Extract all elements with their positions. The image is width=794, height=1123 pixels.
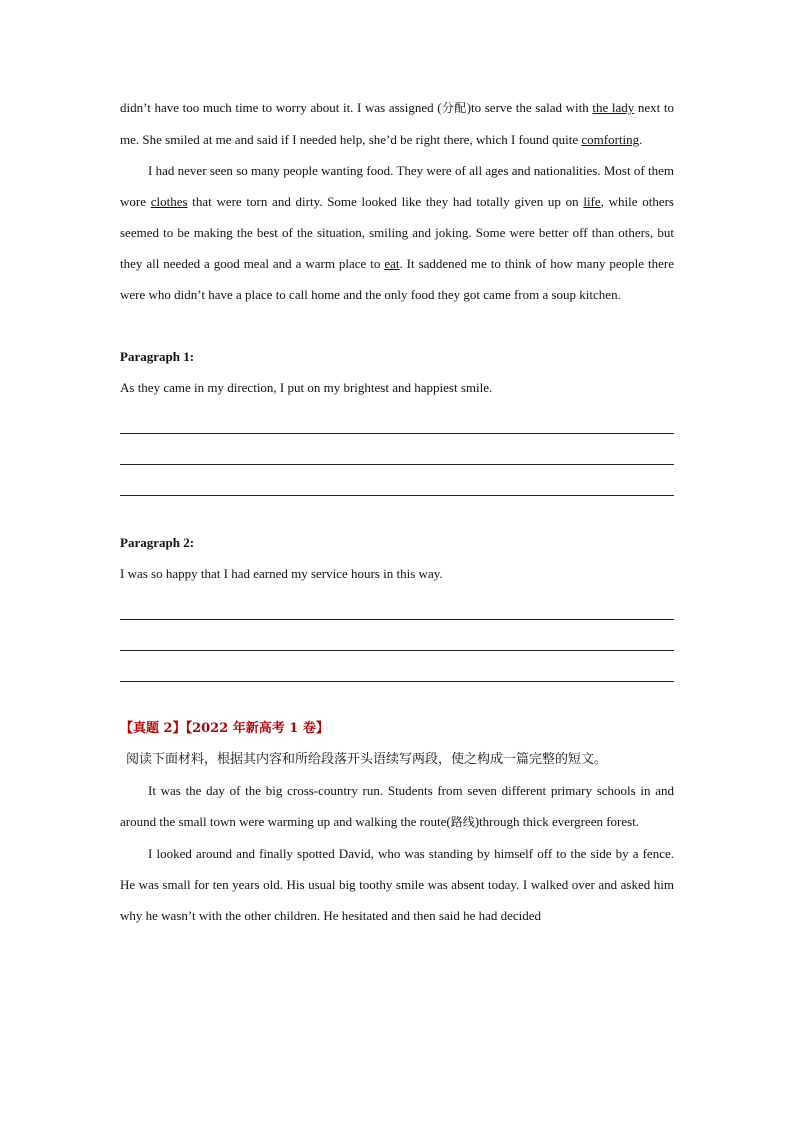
chinese-gloss: 分配 (441, 101, 467, 115)
underlined-word: eat (384, 256, 400, 271)
answer-line[interactable] (120, 434, 674, 465)
underlined-word: clothes (150, 194, 188, 209)
paragraph-1-opening: As they came in my direction, I put on my brightest and happiest smile. (120, 380, 493, 395)
paragraph-2-opening: I was so happy that I had earned my service hours in this way. (120, 566, 443, 581)
answer-line[interactable] (120, 465, 674, 496)
question-2-instruction: 阅读下面材料，根据其内容和所给段落开头语续写两段，使之构成一篇完整的短文。 (126, 752, 608, 767)
answer-line[interactable] (120, 589, 674, 620)
question-2-paragraph-1: It was the day of the big cross-country run. Students from seven different primary schools in and around the small town were warming up and walking the route(路线)through thick evergreen forest. (120, 783, 674, 829)
passage-paragraph-2: I had never seen so many people wanting food. They were of all ages and nationalities. Most of them wore clothes that were torn and dirty. Some looked like they had totally given up on life, while others seemed to be making the best of the situation, smiling and joking. Some were better off than others, but they all needed a good meal and a warm place to eat. It saddened me to think of how many people there were who didn’t have a place to call home and the only food they got came from a soup kitchen. (120, 163, 674, 302)
document-page (120, 92, 674, 931)
paragraph-2-label: Paragraph 2: (120, 535, 195, 550)
paragraph-1-label: Paragraph 1: (120, 349, 195, 364)
answer-line[interactable] (120, 403, 674, 434)
underlined-word: the lady (592, 100, 635, 115)
answer-line[interactable] (120, 620, 674, 651)
question-2-heading: 【真题 2】【2022 年新高考 1 卷】 (120, 721, 329, 736)
answer-lines-1 (120, 403, 674, 496)
question-2-paragraph-2: I looked around and finally spotted David, who was standing by himself off to the side by a fence. He was small for ten years old. His usual big toothy smile was absent today. I walked over and asked him why he wasn’t with the other children. He hesitated and then said he had decided (120, 846, 674, 923)
underlined-word: life (583, 194, 601, 209)
answer-line[interactable] (120, 651, 674, 682)
underlined-word: comforting (581, 132, 640, 147)
chinese-gloss: 路线 (450, 815, 475, 829)
answer-lines-2 (120, 589, 674, 682)
passage-paragraph-1: didn’t have too much time to worry about it. I was assigned (分配)to serve the salad with the lady next to me. She smiled at me and said if I needed help, she’d be right there, which I found quite comforting. (120, 100, 674, 147)
